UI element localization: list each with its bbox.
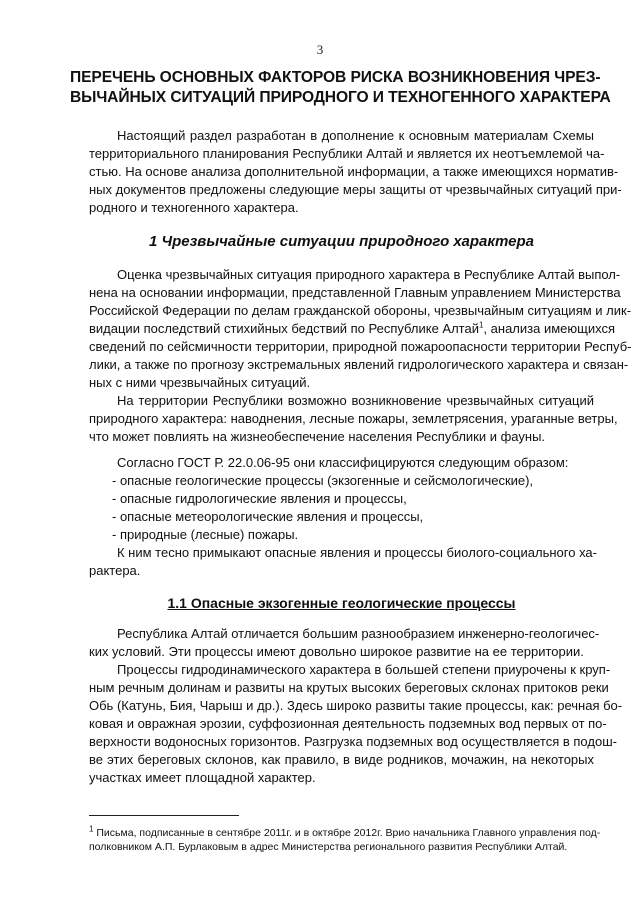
text-line: участках имеет площадной характер.	[89, 770, 316, 785]
section-heading: 1 Чрезвычайные ситуации природного характера	[149, 233, 534, 250]
assessment-paragraph	[89, 266, 632, 392]
text-line: природного характера: наводнения, лесные пожары, землетрясения, ураганные ветры,	[89, 411, 618, 426]
text-line: Обь (Катунь, Бия, Чарыш и др.). Здесь широко развиты такие процессы, как: речная бо-	[89, 698, 623, 713]
title-line: ПЕРЕЧЕНЬ ОСНОВНЫХ ФАКТОРОВ РИСКА ВОЗНИКНОВЕНИЯ ЧРЕЗ-	[70, 69, 601, 86]
list-item	[112, 526, 594, 544]
text-line: родного и техногенного характера.	[89, 200, 299, 215]
text-line: ным речным долинам и развиты на крутых высоких береговых склонах притоков реки	[89, 680, 609, 695]
text-line: ких условий. Эти процессы имеют довольно широкое развитие на ее территории.	[89, 644, 584, 659]
hydrodynamic-paragraph	[89, 661, 623, 787]
text-line: Настоящий раздел разработан в дополнение к основным материалам Схемы	[117, 128, 594, 143]
text-line: ковая и овражная эрозии, суффозионная деятельность подземных вод первых от по-	[89, 716, 607, 731]
text-line: что может повлиять на жизнеобеспечение населения Республики и фауны.	[89, 429, 546, 444]
text-line: - опасные метеорологические явления и процессы,	[112, 509, 424, 524]
text-line: лики, а также по прогнозу экстремальных явлений гидрологического характера и связан-	[89, 357, 629, 372]
text-line: сведений по сейсмичности территории, природной пожароопасности территории Респуб-	[89, 339, 632, 354]
text-line: Согласно ГОСТ Р. 22.0.06-95 они классифицируются следующим образом:	[117, 455, 569, 470]
text-line: Российской Федерации по делам гражданской обороны, чрезвычайным ситуациям и лик-	[89, 303, 632, 318]
list-item	[112, 472, 594, 490]
text-line: Республика Алтай отличается большим разнообразием инженерно-геологичес-	[117, 626, 600, 641]
footnote-line	[89, 824, 601, 840]
text-line: стью. На основе анализа дополнительной информации, а также имеющихся норматив-	[89, 164, 619, 179]
footnote-marker: 1	[89, 824, 94, 834]
related-paragraph	[89, 544, 597, 580]
document-title	[70, 68, 611, 108]
text-line: - опасные геологические процессы (экзогенные и сейсмологические),	[112, 473, 534, 488]
footnote	[89, 824, 601, 854]
text-line: - опасные гидрологические явления и процессы,	[112, 491, 407, 506]
text-line: ных с ними чрезвычайных ситуаций.	[89, 375, 311, 390]
text-line: - природные (лесные) пожары.	[112, 527, 299, 542]
footnote-text: Письма, подписанные в сентябре 2011г. и в октябре 2012г. Врио начальника Главного управления под-	[96, 827, 601, 839]
text-line: Оценка чрезвычайных ситуация природного характера в Республике Алтай выпол-	[117, 267, 621, 282]
text-line: ных документов предложены следующие меры защиты от чрезвычайных ситуаций при-	[89, 182, 622, 197]
text-fragment: , анализа имеющихся	[483, 321, 615, 336]
geology-paragraph	[89, 625, 600, 661]
text-line: Процессы гидродинамического характера в большей степени приурочены к круп-	[117, 662, 611, 677]
footnote-line: полковником А.П. Бурлаковым в адрес Министерства регионального развития Республики Алтай.	[89, 841, 568, 853]
text-line: К ним тесно примыкают опасные явления и процессы биолого-социального ха-	[117, 545, 597, 560]
list-item	[112, 490, 594, 508]
title-line: ВЫЧАЙНЫХ СИТУАЦИЙ ПРИРОДНОГО И ТЕХНОГЕННОГО ХАРАКТЕРА	[70, 89, 611, 106]
text-line: ве этих береговых склонов, как правило, в виде родников, мочажин, на некоторых	[89, 752, 594, 767]
text-fragment: видации последствий стихийных бедствий по Республике Алтай	[89, 321, 479, 336]
footnote-divider	[89, 815, 239, 816]
intro-paragraph	[89, 127, 622, 217]
page-number: 3	[316, 42, 324, 57]
text-line: территориального планирования Республики Алтай и является их неотъемлемой ча-	[89, 146, 605, 161]
text-line: нена на основании информации, представленной Главным управлением Министерства	[89, 285, 621, 300]
text-line-with-footnote	[89, 320, 615, 338]
text-line: рактера.	[89, 563, 141, 578]
text-line: На территории Республики возможно возникновение чрезвычайных ситуаций	[117, 393, 594, 408]
text-line: верхности водоносных горизонтов. Разгрузка подземных вод осуществляется в подош-	[89, 734, 617, 749]
subsection-heading	[89, 594, 594, 612]
subsection-heading-text: 1.1 Опасные экзогенные геологические процессы	[167, 595, 516, 611]
hazards-paragraph	[89, 392, 618, 446]
gost-intro	[89, 454, 594, 472]
document-body	[89, 127, 632, 787]
footnote-reference: 1	[478, 320, 484, 330]
list-item	[112, 508, 594, 526]
